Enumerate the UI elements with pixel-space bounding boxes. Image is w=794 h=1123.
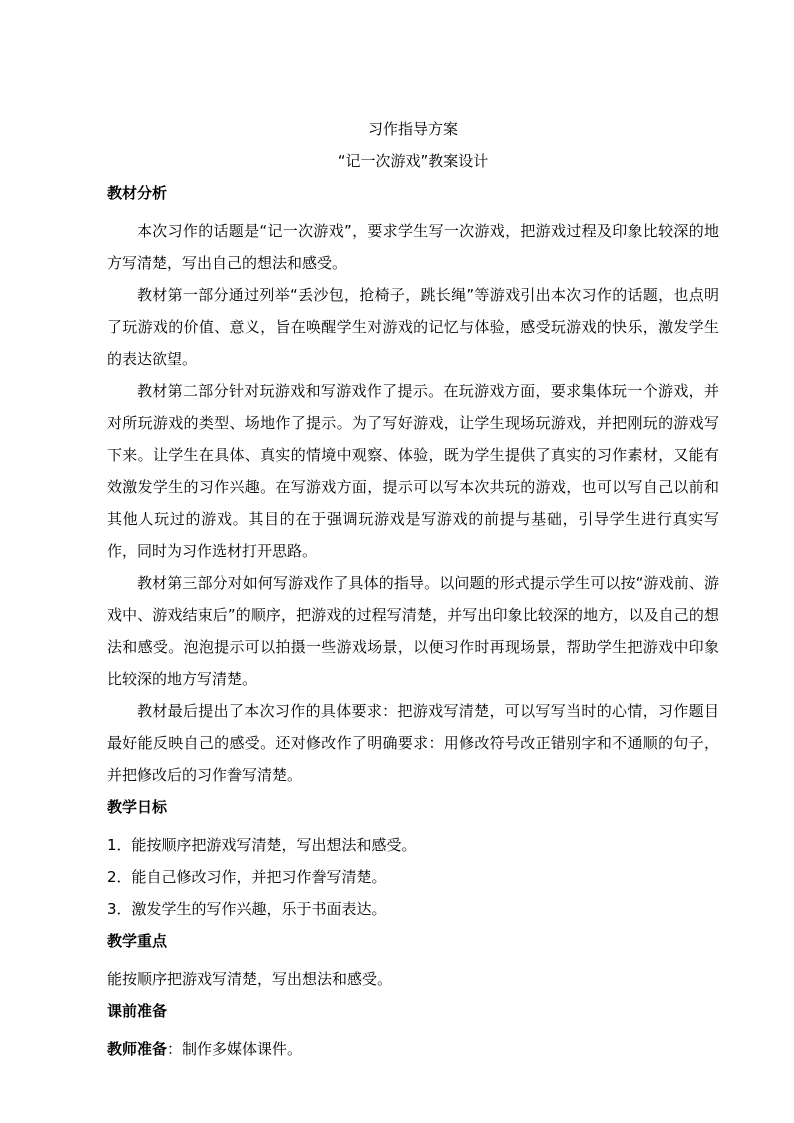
paragraph: 教材第一部分通过列举“丢沙包，抢椅子，跳长绳”等游戏引出本次习作的话题，也点明了玩游戏的价值、意义，旨在唤醒学生对游戏的记忆与体验，感受玩游戏的快乐，激发学生的表达欲望。	[107, 286, 719, 368]
document-title: 习作指导方案	[367, 120, 458, 138]
prep-text: ：制作多媒体课件。	[167, 1040, 303, 1058]
section-heading-prep: 课前准备	[107, 1002, 168, 1020]
document-subtitle: “记一次游戏”教案设计	[337, 152, 489, 170]
paragraph: 教材第三部分对如何写游戏作了具体的指导。以问题的形式提示学生可以按“游戏前、游戏中、游戏结束后”的顺序，把游戏的过程写清楚，并写出印象比较深的地方，以及自己的想法和感受。泡泡提示可以拍摄一些游戏场景，以便习作时再现场景，帮助学生把游戏中印象比较深的地方写清楚。	[107, 574, 719, 688]
goal-item: 1．能按顺序把游戏写清楚，写出想法和感受。	[107, 836, 417, 854]
section-heading-analysis: 教材分析	[107, 184, 168, 202]
prep-label: 教师准备	[107, 1040, 168, 1058]
focus-text: 能按顺序把游戏写清楚，写出想法和感受。	[107, 970, 393, 988]
paragraph: 本次习作的话题是“记一次游戏”，要求学生写一次游戏，把游戏过程及印象比较深的地方写清楚，写出自己的想法和感受。	[107, 222, 719, 272]
goal-item: 2．能自己修改习作，并把习作誊写清楚。	[107, 868, 387, 886]
section-heading-focus: 教学重点	[107, 932, 168, 950]
goal-item: 3．激发学生的写作兴趣，乐于书面表达。	[107, 900, 387, 918]
paragraph: 教材最后提出了本次习作的具体要求：把游戏写清楚，可以写写当时的心情，习作题目最好能反映自己的感受。还对修改作了明确要求：用修改符号改正错别字和不通顺的句子，并把修改后的习作誊写清楚。	[107, 702, 719, 784]
paragraph: 教材第二部分针对玩游戏和写游戏作了提示。在玩游戏方面，要求集体玩一个游戏，并对所玩游戏的类型、场地作了提示。为了写好游戏，让学生现场玩游戏，并把刚玩的游戏写下来。让学生在具体、真实的情境中观察、体验，既为学生提供了真实的习作素材，又能有效激发学生的习作兴趣。在写游戏方面，提示可以写本次共玩的游戏，也可以写自己以前和其他人玩过的游戏。其目的在于强调玩游戏是写游戏的前提与基础，引导学生进行真实写作，同时为习作选材打开思路。	[107, 382, 719, 560]
section-heading-goals: 教学日标	[107, 798, 168, 816]
prep-line	[107, 1033, 719, 1065]
document-content	[107, 119, 719, 1065]
